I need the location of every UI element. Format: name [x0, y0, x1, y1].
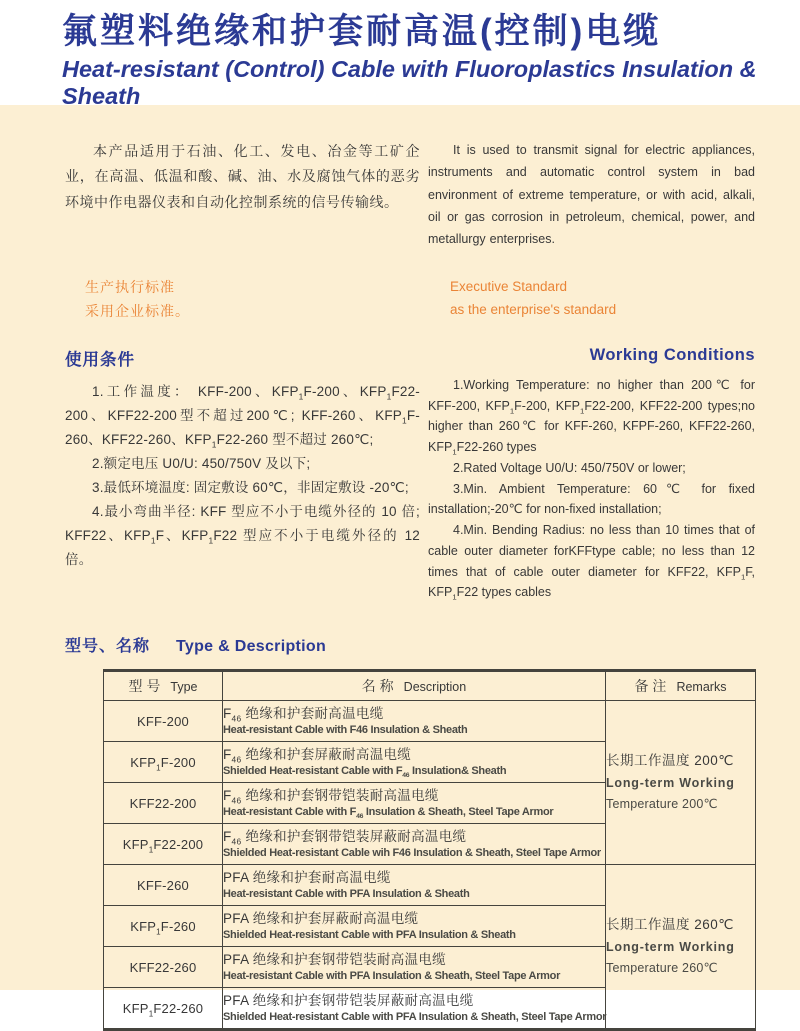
conditions-zh-column — [65, 346, 420, 603]
table-row — [104, 865, 756, 906]
type-description-table — [103, 669, 756, 1031]
standard-text-en — [450, 276, 755, 322]
cell-type: $KFP_1F22-200$ — [104, 824, 223, 865]
cell-description — [223, 906, 606, 947]
description-zh: $F_{46}$ 绝缘和护套钢带铠装耐高温电缆 — [223, 787, 439, 806]
standard-zh-line1: 生产执行标准 — [85, 279, 175, 296]
description-zh: PFA 绝缘和护套钢带铠装耐高温电缆 — [223, 951, 446, 967]
description-en: Shielded Heat-resistant Cable with $F_{46}$ Insulation& Sheath — [223, 765, 507, 780]
condition-item-en: 3.Min. Ambient Temperature: 60℃ for fixed installation;-20℃ for non-fixed installation; — [428, 481, 755, 517]
col-header-remarks — [606, 671, 756, 701]
intro-section — [0, 139, 800, 250]
description-zh: $F_{46}$ 绝缘和护套耐高温电缆 — [223, 705, 384, 724]
standard-en-line2: as the enterprise's standard — [450, 302, 617, 318]
remarks-en-line2: Temperature 260℃ — [606, 961, 718, 976]
description-en: Shielded Heat-resistant Cable wih F46 Insulation & Sheath, Steel Tape Armor — [223, 847, 601, 860]
cell-type: KFF22-260 — [104, 947, 223, 988]
cell-type: $KFP_1F22-260$ — [104, 988, 223, 1030]
remarks-en-line1: Long-term Working — [606, 775, 735, 790]
description-en: Heat-resistant Cable with $F_{46}$ Insulation & Sheath, Steel Tape Armor — [223, 806, 554, 821]
cell-remarks-200 — [606, 701, 756, 865]
description-zh: $F_{46}$ 绝缘和护套钢带铠装屏蔽耐高温电缆 — [223, 828, 467, 847]
page-title-zh: 氟塑料绝缘和护套耐高温(控制)电缆 — [62, 12, 662, 51]
col-header-remarks-zh: 备 注 — [634, 678, 667, 695]
cell-description — [223, 865, 606, 906]
intro-zh-column — [65, 139, 420, 250]
cell-remarks-260 — [606, 865, 756, 1030]
description-zh: $F_{46}$ 绝缘和护套屏蔽耐高温电缆 — [223, 746, 412, 765]
condition-item-zh: 3.最低环境温度: 固定敷设 60℃，非固定敷设 -20℃; — [92, 479, 409, 495]
cell-description — [223, 947, 606, 988]
condition-item-zh: 1.工作温度： KFF-200、$KFP_1F-200$、$KFP_1F22-200$、KFF22-200型不超过200℃; KFF-260、$KFP_1F-260$、KFF22-260、$KFP_1F22-260$ 型不超过 260℃; — [65, 383, 420, 450]
description-zh: PFA 绝缘和护套屏蔽耐高温电缆 — [223, 910, 419, 926]
table-row — [104, 701, 756, 742]
type-section-heading-en: Type & Description — [176, 638, 327, 656]
remarks-en-line2: Temperature 200℃ — [606, 797, 718, 812]
intro-paragraph-zh: 本产品适用于石油、化工、发电、冶金等工矿企业，在高温、低温和酸、碱、油、水及腐蚀气体的恶劣环境中作电器仪表和自动化控制系统的信号传输线。 — [65, 143, 420, 210]
standard-en-column — [428, 276, 755, 324]
remarks-zh: 长期工作温度 200℃ — [606, 752, 734, 768]
description-en: Heat-resistant Cable with PFA Insulation & Sheath — [223, 888, 470, 901]
page-body — [0, 105, 800, 1024]
cell-description — [223, 824, 606, 865]
condition-item-en: 1.Working Temperature: no higher than 200℃ for KFF-200, $KFP_1F-200$, $KFP_1F22-200$, KFF22-200 types;no higher than 260℃ for KFF-260, KFPF-260, KFF22-260, $KFP_1F22-260$ types — [428, 377, 755, 457]
cell-type: KFF-200 — [104, 701, 223, 742]
cell-type: $KFP_1F-200$ — [104, 742, 223, 783]
col-header-type-zh: 型 号 — [128, 678, 161, 695]
cell-description — [223, 701, 606, 742]
cell-type: $KFP_1F-260$ — [104, 906, 223, 947]
cell-description — [223, 742, 606, 783]
conditions-en-column — [428, 346, 755, 603]
title-band — [0, 0, 800, 109]
type-section-heading — [65, 633, 800, 656]
cell-description — [223, 988, 606, 1030]
standard-text-zh — [85, 276, 420, 324]
description-en: Shielded Heat-resistant Cable with PFA Insulation & Sheath — [223, 929, 516, 942]
conditions-section — [0, 346, 800, 603]
cell-type: KFF22-200 — [104, 783, 223, 824]
col-header-description — [223, 671, 606, 701]
type-section-heading-zh: 型号、名称 — [65, 638, 151, 656]
condition-item-zh: 4.最小弯曲半径: KFF 型应不小于电缆外径的 10 倍; KFF22、$KFP_1F$、$KFP_1F22$ 型应不小于电缆外径的 12 倍。 — [65, 503, 420, 567]
description-zh: PFA 绝缘和护套钢带铠装屏蔽耐高温电缆 — [223, 992, 474, 1008]
cell-type: KFF-260 — [104, 865, 223, 906]
description-en: Heat-resistant Cable with PFA Insulation & Sheath, Steel Tape Armor — [223, 970, 561, 983]
remarks-en-line1: Long-term Working — [606, 939, 735, 954]
col-header-description-en: Description — [403, 680, 467, 695]
table-header-row — [104, 671, 756, 701]
cell-description — [223, 783, 606, 824]
condition-item-en: 4.Min. Bending Radius: no less than 10 times that of cable outer diameter forKFFtype cable; no less than 12 times that of cable outer diameter for KFF22, $KFP_1F$, $KFP_1F22$ types cables — [428, 523, 755, 602]
condition-item-zh: 2.额定电压 U0/U: 450/750V 及以下; — [92, 455, 311, 471]
col-header-type — [104, 671, 223, 701]
condition-item-en: 2.Rated Voltage U0/U: 450/750V or lower; — [453, 460, 686, 475]
col-header-type-en: Type — [170, 680, 198, 695]
description-en: Heat-resistant Cable with F46 Insulation & Sheath — [223, 724, 468, 737]
conditions-heading-zh: 使用条件 — [65, 350, 135, 369]
remarks-zh: 长期工作温度 260℃ — [606, 916, 734, 932]
intro-en-column — [428, 139, 755, 250]
standard-en-line1: Executive Standard — [450, 279, 568, 295]
standard-zh-line2: 采用企业标准。 — [85, 303, 190, 320]
col-header-remarks-en: Remarks — [676, 680, 727, 695]
intro-paragraph-en: It is used to transmit signal for electric appliances, instruments and automatic control system in bad environment of extreme temperature, or with acid, alkali, oil or gas corrosion in petroleum, chemical, power, and metallurgy enterprises. — [428, 143, 755, 246]
standard-section — [0, 276, 800, 324]
description-en: Shielded Heat-resistant Cable with PFA Insulation & Sheath, Steel Tape Armor — [223, 1011, 607, 1024]
page-title-en: Heat-resistant (Control) Cable with Fluoroplastics Insulation & Sheath — [62, 55, 757, 109]
standard-zh-column — [65, 276, 420, 324]
description-zh: PFA 绝缘和护套耐高温电缆 — [223, 869, 391, 885]
conditions-heading-en: Working Conditions — [589, 345, 755, 364]
col-header-description-zh: 名 称 — [361, 678, 394, 695]
